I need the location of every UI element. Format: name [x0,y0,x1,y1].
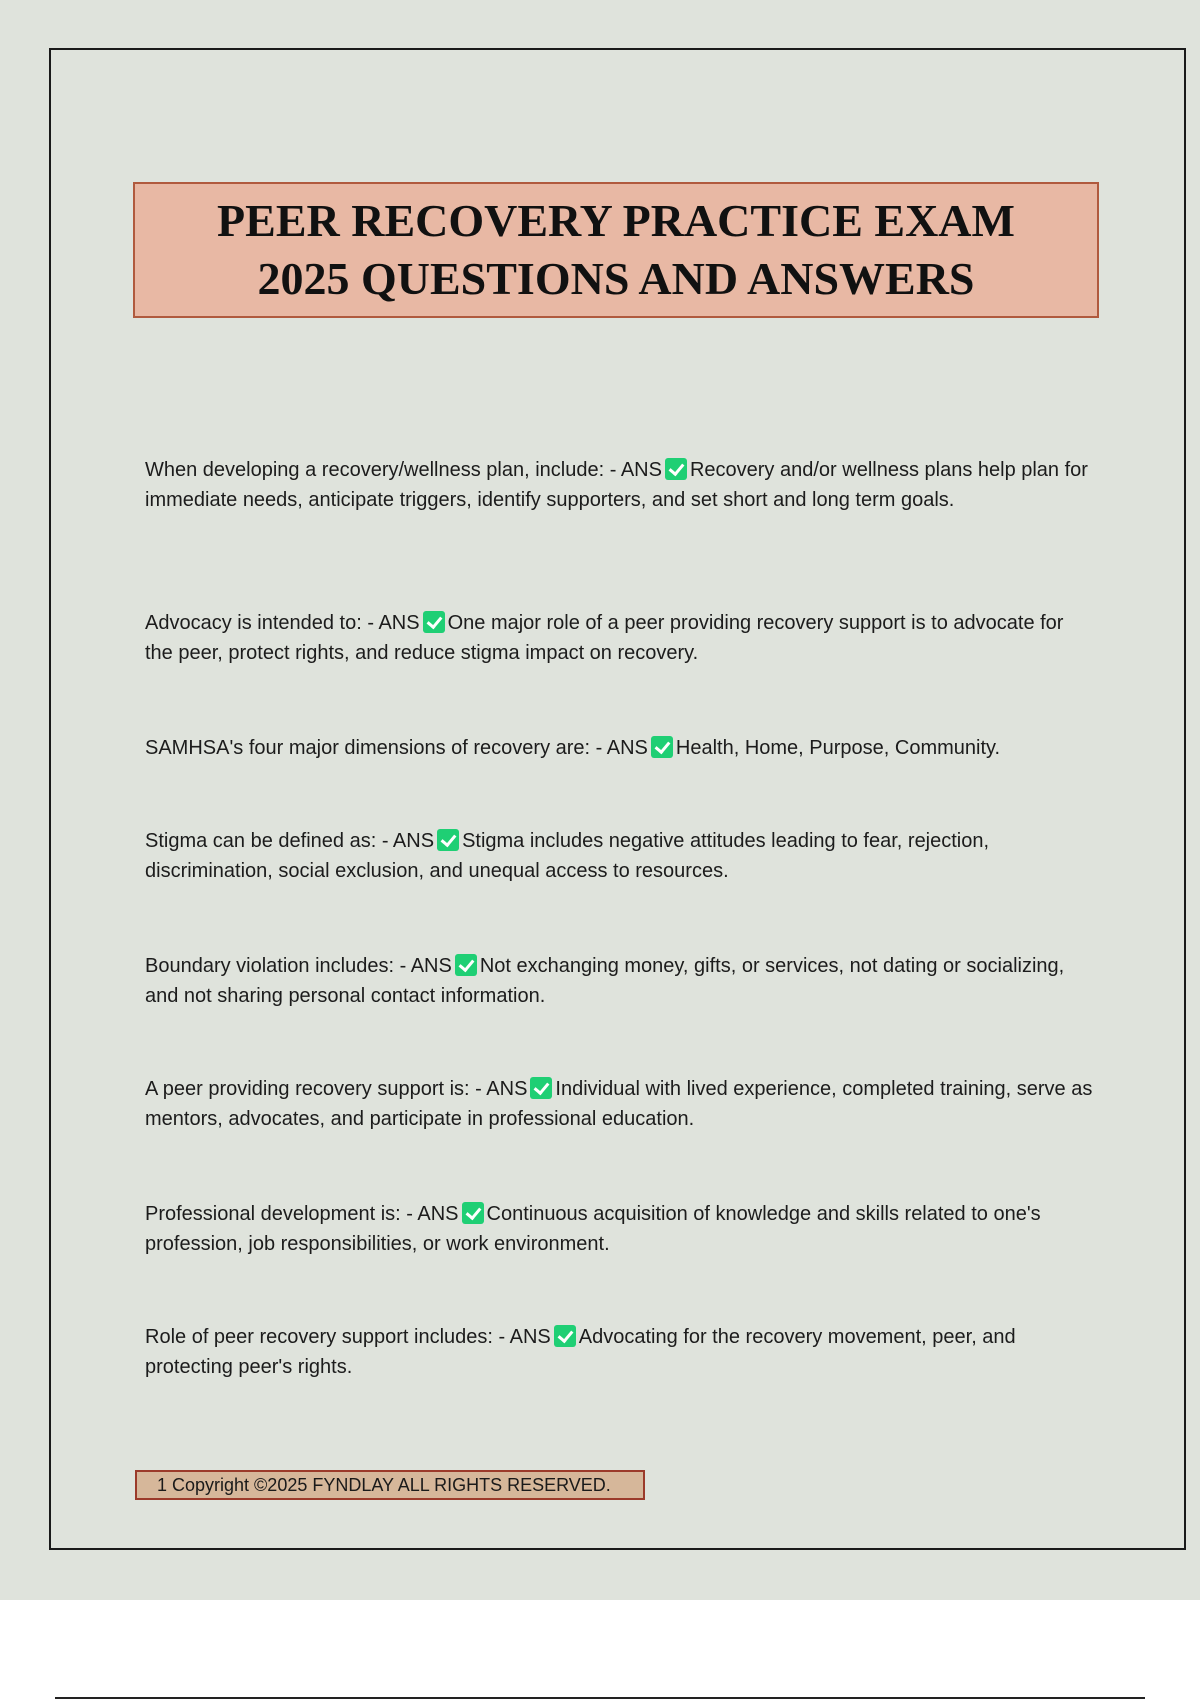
answer-text: Recovery and/or wellness plans help plan for immediate needs, anticipate triggers, identify supporters, and set short and long term goals. [145,459,1088,511]
answer-text: Advocating for the recovery movement, peer, and protecting peer's rights. [145,1326,1016,1378]
answer-text: Not exchanging money, gifts, or services, not dating or socializing, and not sharing personal contact information. [145,955,1065,1007]
question-text: Boundary violation includes: - ANS [145,955,452,977]
question-text: SAMHSA's four major dimensions of recovery are: - ANS [145,737,648,759]
copyright-notice: 1 Copyright ©2025 FYNDLAY ALL RIGHTS RESERVED. [135,1470,645,1500]
question-text: A peer providing recovery support is: - ANS [145,1078,528,1100]
qa-item [145,1199,1095,1259]
title-line-1: PEER RECOVERY PRACTICE EXAM [217,195,1015,246]
question-text: Stigma can be defined as: - ANS [145,830,435,852]
question-text: Advocacy is intended to: - ANS [145,612,420,634]
check-box-icon [462,1202,484,1224]
bottom-divider [55,1697,1145,1699]
answer-text: Stigma includes negative attitudes leading to fear, rejection, discrimination, social exclusion, and unequal access to resources. [145,830,990,882]
qa-item [145,826,1095,886]
check-box-icon [423,611,445,633]
title-banner [133,182,1099,318]
qa-item [145,1322,1095,1382]
qa-item [145,951,1095,1011]
question-text: When developing a recovery/wellness plan, include: - ANS [145,459,662,481]
answer-text: Continuous acquisition of knowledge and skills related to one's profession, job responsibilities, or work environment. [145,1203,1041,1255]
qa-item [145,608,1095,668]
answer-text: Individual with lived experience, completed training, serve as mentors, advocates, and participate in professional education. [145,1078,1093,1130]
answer-text: One major role of a peer providing recovery support is to advocate for the peer, protect rights, and reduce stigma impact on recovery. [145,612,1064,664]
check-box-icon [455,954,477,976]
check-box-icon [651,736,673,758]
qa-item [145,455,1095,515]
qa-item [145,733,1095,763]
check-box-icon [437,829,459,851]
question-text: Professional development is: - ANS [145,1203,459,1225]
check-box-icon [665,458,687,480]
title-line-2: 2025 QUESTIONS AND ANSWERS [257,253,975,304]
qa-item [145,1074,1095,1134]
answer-text: Health, Home, Purpose, Community. [675,737,1001,759]
check-box-icon [530,1077,552,1099]
question-text: Role of peer recovery support includes: - ANS [145,1326,551,1348]
check-box-icon [554,1325,576,1347]
